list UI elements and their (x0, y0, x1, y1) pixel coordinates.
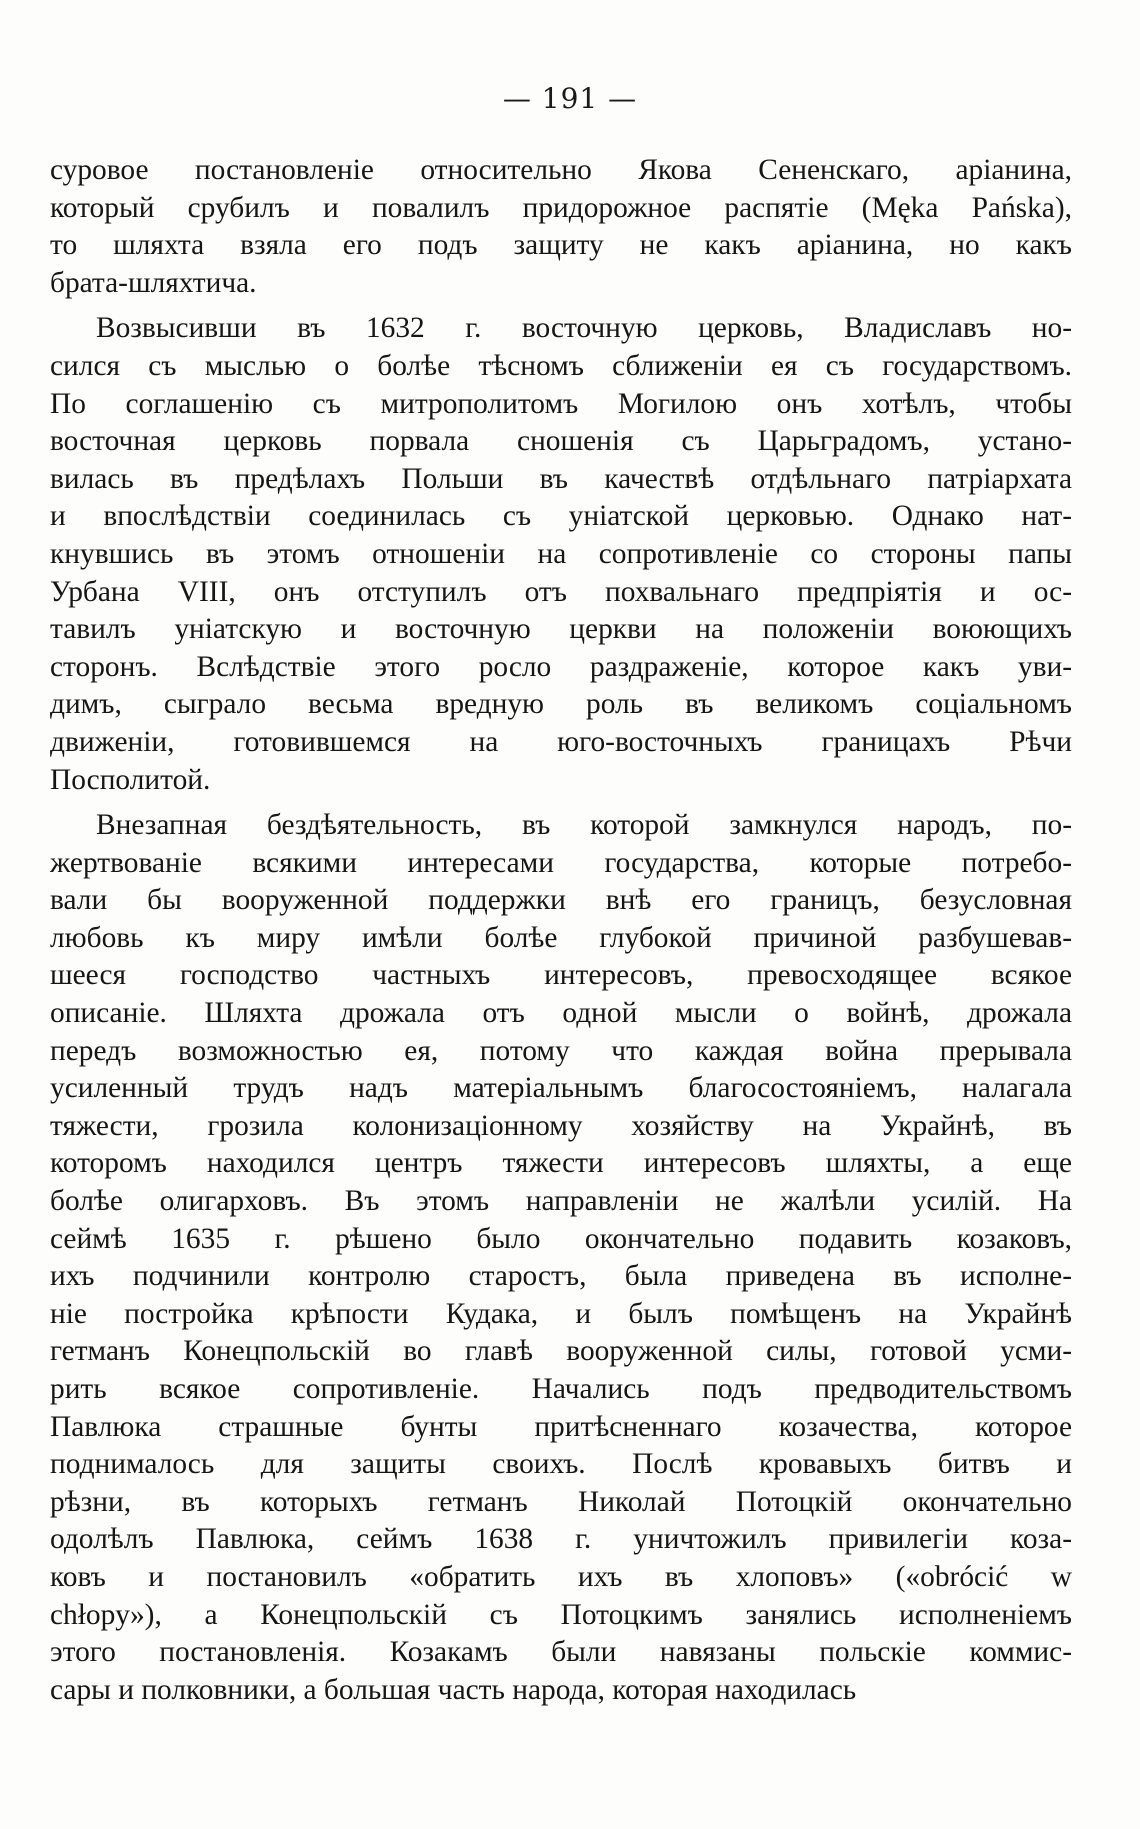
text-line: рѣзни, въ которыхъ гетманъ Николай Потоцкій окончательно (50, 1485, 1072, 1518)
text-line: поднималось для защиты своихъ. Послѣ кровавыхъ битвъ и (50, 1448, 1072, 1481)
text-line: этого постановленія. Козакамъ были навязаны польскіе коммис- (50, 1636, 1072, 1669)
page-number: — 191 — (502, 82, 638, 115)
text-line: тавилъ уніатскую и восточную церкви на положеніи воюющихъ (50, 613, 1072, 646)
text-line: димъ, сыграло весьма вредную роль въ великомъ соціальномъ (50, 688, 1072, 721)
text-line: ніе постройка крѣпости Кудака, и былъ помѣщенъ на Украйнѣ (50, 1297, 1072, 1330)
text-line: ковъ и постановилъ «обратить ихъ въ хлоповъ» («obrócić w (50, 1560, 1072, 1593)
text-line: шееся господство частныхъ интересовъ, превосходящее всякое (50, 959, 1072, 992)
text-line: Урбана VIII, онъ отступилъ отъ похвальнаго предпріятія и ос- (50, 575, 1072, 608)
text-line: Посполитой. (50, 763, 211, 796)
text-line: Внезапная бездѣятельность, въ которой замкнулся народъ, по- (96, 809, 1072, 842)
text-line: описаніе. Шляхта дрожала отъ одной мысли о войнѣ, дрожала (50, 997, 1072, 1030)
text-line: кнувшись въ этомъ отношеніи на сопротивленіе со стороны папы (50, 537, 1072, 570)
text-line: любовь къ миру имѣли болѣе глубокой причиной разбушевав- (50, 921, 1072, 954)
text-line: сары и полковники, а большая часть народа, которая находилась (50, 1673, 857, 1706)
text-line: восточная церковь порвала сношенія съ Царьградомъ, устано- (50, 425, 1072, 458)
text-line: вали бы вооруженной поддержки внѣ его границъ, безусловная (50, 884, 1072, 917)
text-line: и впослѣдствіи соединилась съ уніатской церковью. Однако нат- (50, 500, 1072, 533)
text-line: Возвысивши въ 1632 г. восточную церковь, Владиславъ но- (96, 312, 1072, 345)
text-line: жертвованіе всякими интересами государства, которые потребо- (50, 846, 1072, 879)
text-line: движеніи, готовившемся на юго-восточныхъ границахъ Рѣчи (50, 725, 1072, 758)
text-line: сился съ мыслью о болѣе тѣсномъ сближеніи ея съ государствомъ. (50, 349, 1072, 382)
text-line: Павлюка страшные бунты притѣсненнаго козачества, которое (50, 1410, 1072, 1443)
paragraph (50, 310, 1072, 799)
text-line: то шляхта взяла его подъ защиту не какъ аріанина, но какъ (50, 229, 1072, 262)
text-line: который срубилъ и повалилъ придорожное распятіе (Męka Pańska), (50, 191, 1072, 224)
paragraph (50, 807, 1072, 1709)
text-line: гетманъ Конецпольскій во главѣ вооруженной силы, готовой усми- (50, 1335, 1072, 1368)
body-text (50, 152, 1072, 1709)
text-line: брата-шляхтича. (50, 266, 257, 299)
text-line: которомъ находился центръ тяжести интересовъ шляхты, а еще (50, 1147, 1072, 1180)
text-line: болѣе олигарховъ. Въ этомъ направленіи не жалѣли усилій. На (50, 1185, 1072, 1218)
paragraph (50, 152, 1072, 302)
text-line: усиленный трудъ надъ матеріальнымъ благосостояніемъ, налагала (50, 1072, 1072, 1105)
text-line: ихъ подчинили контролю старостъ, была приведена въ исполне- (50, 1260, 1072, 1293)
text-line: передъ возможностью ея, потому что каждая война прерывала (50, 1034, 1072, 1067)
text-line: тяжести, грозила колонизаціонному хозяйству на Украйнѣ, въ (50, 1109, 1072, 1142)
text-line: сеймѣ 1635 г. рѣшено было окончательно подавить козаковъ, (50, 1222, 1072, 1255)
text-line: рить всякое сопротивленіе. Начались подъ предводительствомъ (50, 1373, 1072, 1405)
paragraph-gap (50, 799, 1072, 807)
text-line: вилась въ предѣлахъ Польши въ качествѣ отдѣльнаго патріархата (50, 462, 1072, 495)
text-line: суровое постановленіе относительно Якова Сененскаго, аріанина, (50, 154, 1072, 186)
text-line: сторонъ. Вслѣдствіе этого росло раздраженіе, которое какъ уви- (50, 650, 1072, 683)
text-line: По соглашенію съ митрополитомъ Могилою онъ хотѣлъ, чтобы (50, 387, 1072, 420)
text-line: chłopy»), а Конецпольскій съ Потоцкимъ занялись исполненіемъ (50, 1598, 1072, 1631)
paragraph-gap (50, 302, 1072, 310)
text-line: одолѣлъ Павлюка, сеймъ 1638 г. уничтожилъ привилегіи коза- (50, 1523, 1072, 1556)
